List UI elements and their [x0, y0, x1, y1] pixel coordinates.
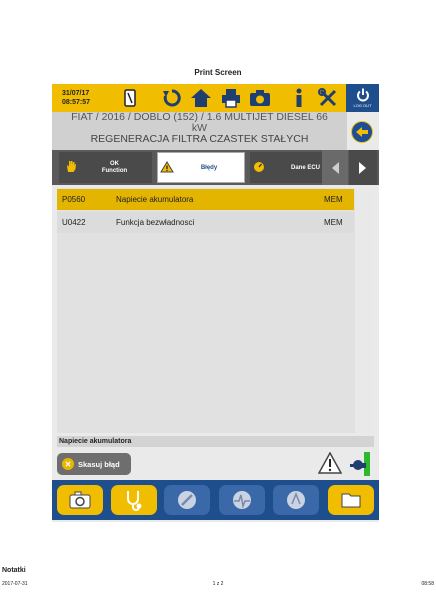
nav-tpms-button[interactable] — [273, 485, 319, 515]
camera-icon[interactable] — [249, 87, 271, 109]
waveform-icon — [231, 489, 253, 511]
vehicle-line-1: FIAT / 2016 / DOBLO (152) / 1.6 MULTIJET DIESEL 66 — [71, 111, 328, 123]
nav-camera-button[interactable] — [57, 485, 103, 515]
fault-code: P0560 — [62, 195, 86, 204]
list-scrollbar[interactable] — [355, 188, 374, 433]
vehicle-title — [52, 112, 347, 150]
tab-ok-function[interactable] — [59, 152, 152, 183]
info-icon[interactable] — [288, 87, 310, 109]
wrench-icon — [176, 489, 198, 511]
footer-time: 08:58 — [421, 581, 434, 587]
warning-icon — [160, 161, 174, 175]
footer-date: 2017-07-31 — [2, 581, 28, 587]
tab-next-button[interactable] — [349, 150, 377, 185]
nav-folder-button[interactable] — [328, 485, 374, 515]
logout-label: LOG OUT — [353, 103, 372, 108]
nav-diagnosis-button[interactable] — [111, 485, 157, 515]
clear-fault-button[interactable] — [57, 453, 131, 475]
warning-icon[interactable] — [318, 452, 342, 479]
date-label: 31/07/17 — [62, 90, 90, 97]
tools-icon[interactable] — [317, 87, 339, 109]
print-title: Print Screen — [194, 68, 242, 77]
vehicle-line-2: kW — [191, 122, 208, 134]
folder-icon — [340, 490, 362, 510]
tab-ecu-label: Dane ECU — [290, 164, 320, 171]
camera-icon — [69, 490, 91, 510]
refresh-icon[interactable] — [161, 87, 183, 109]
tyre-icon — [285, 489, 307, 511]
phone-icon[interactable] — [119, 87, 141, 109]
tab-prev-button[interactable] — [322, 150, 348, 185]
printer-icon[interactable] — [220, 87, 242, 109]
function-title: REGENERACJA FILTRA CZASTEK STAŁYCH — [90, 133, 309, 145]
vci-connection-icon — [348, 452, 374, 476]
home-icon[interactable] — [190, 87, 212, 109]
nav-service-button[interactable] — [164, 485, 210, 515]
nav-oscilloscope-button[interactable] — [219, 485, 265, 515]
fault-code: U0422 — [62, 218, 86, 227]
notes-title: Notatki — [2, 567, 26, 574]
tab-ok-label: OK — [110, 160, 119, 167]
datetime-display — [62, 89, 90, 107]
logout-button[interactable] — [346, 84, 379, 112]
close-icon: ✕ — [62, 458, 74, 470]
fault-description: Funkcja bezwładnosci — [116, 218, 195, 227]
clear-fault-label: Skasuj błąd — [78, 459, 120, 469]
back-button[interactable] — [351, 121, 373, 143]
fault-row[interactable] — [57, 189, 354, 210]
fault-status: MEM — [324, 195, 343, 204]
footer-page: 1 z 2 — [212, 581, 224, 587]
status-text: Napiecie akumulatora — [57, 436, 374, 447]
tab-errors[interactable] — [157, 152, 245, 183]
time-label: 08:57:57 — [62, 99, 91, 106]
chevron-left-icon — [330, 161, 340, 175]
tab-errors-label: Błędy — [200, 164, 218, 171]
stethoscope-icon — [123, 489, 145, 511]
gauge-icon — [253, 161, 265, 175]
chevron-right-icon — [358, 161, 368, 175]
fault-description: Napiecie akumulatora — [116, 195, 194, 204]
arrow-left-icon — [355, 126, 369, 138]
tab-function-label: Function — [101, 167, 128, 174]
tab-ecu-data[interactable] — [250, 152, 322, 183]
fault-row[interactable] — [57, 212, 354, 233]
hand-icon — [65, 160, 77, 175]
fault-status: MEM — [324, 218, 343, 227]
